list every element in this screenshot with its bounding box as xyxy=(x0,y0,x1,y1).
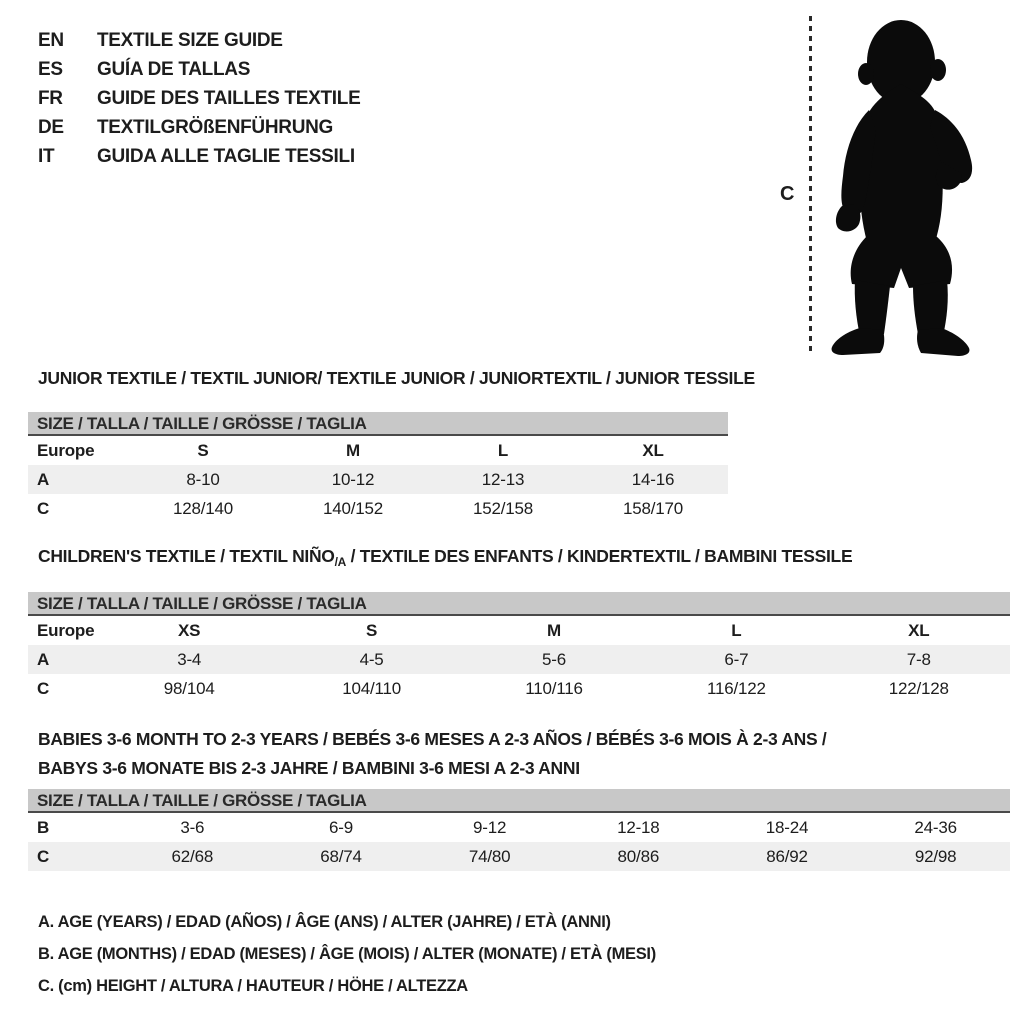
age-cell: 18-24 xyxy=(765,818,809,837)
row-label: C xyxy=(37,847,50,866)
junior-size-table xyxy=(28,412,728,523)
height-cell: 122/128 xyxy=(888,679,949,698)
size-cell: S xyxy=(366,621,378,640)
height-cell: 98/104 xyxy=(163,679,215,698)
legend-notes xyxy=(38,906,656,1002)
row-label: A xyxy=(37,650,50,669)
age-cell: 24-36 xyxy=(914,818,957,837)
guide-title-fr: GUIDE DES TAILLES TEXTILE xyxy=(97,88,361,109)
note-height-cm: C. (cm) HEIGHT / ALTURA / HAUTEUR / HÖHE / ALTEZZA xyxy=(38,977,468,995)
height-cell: 140/152 xyxy=(322,499,384,518)
row-label: Europe xyxy=(37,441,95,460)
guide-title-en: TEXTILE SIZE GUIDE xyxy=(97,30,283,51)
table-row-height xyxy=(28,494,728,523)
height-cell: 104/110 xyxy=(342,679,401,698)
language-code: FR xyxy=(38,88,63,109)
size-table-header: SIZE / TALLA / TAILLE / GRÖSSE / TAGLIA xyxy=(28,789,1010,813)
height-measure-dashed-line xyxy=(809,16,812,354)
table-row-height xyxy=(28,674,1010,703)
babies-title-line1: BABIES 3-6 MONTH TO 2-3 YEARS / BEBÉS 3-6 MESES A 2-3 AÑOS / BÉBÉS 3-6 MOIS À 2-3 ANS / xyxy=(38,729,827,749)
age-cell: 12-18 xyxy=(617,818,660,837)
age-cell: 3-4 xyxy=(177,650,202,669)
language-row-de xyxy=(38,113,360,142)
age-cell: 5-6 xyxy=(542,650,566,669)
language-code: IT xyxy=(38,146,55,167)
table-row-height xyxy=(28,842,1010,871)
baby-silhouette-icon xyxy=(822,10,998,360)
row-label: Europe xyxy=(37,621,95,640)
age-cell: 9-12 xyxy=(473,818,507,837)
height-cell: 158/170 xyxy=(622,499,684,518)
height-cell: 86/92 xyxy=(766,847,808,866)
note-age-months: B. AGE (MONTHS) / EDAD (MESES) / ÂGE (MOIS) / ALTER (MONATE) / ETÀ (MESI) xyxy=(38,945,656,963)
age-cell: 6-9 xyxy=(329,818,353,837)
height-cell: 74/80 xyxy=(468,847,511,866)
children-title-pre: CHILDREN'S TEXTILE / TEXTIL NIÑO xyxy=(38,546,335,566)
note-age-years: A. AGE (YEARS) / EDAD (AÑOS) / ÂGE (ANS) / ALTER (JAHRE) / ETÀ (ANNI) xyxy=(38,913,611,931)
guide-title-de: TEXTILGRÖßENFÜHRUNG xyxy=(97,117,334,138)
table-row-europe xyxy=(28,436,728,465)
children-section-title xyxy=(38,546,852,569)
age-cell: 12-13 xyxy=(481,470,525,489)
language-code: ES xyxy=(38,59,63,80)
children-size-table xyxy=(28,592,1010,703)
age-cell: 14-16 xyxy=(631,470,675,489)
table-row-age xyxy=(28,645,1010,674)
height-cell: 62/68 xyxy=(171,847,214,866)
language-guide-list xyxy=(38,26,360,171)
language-row-fr xyxy=(38,84,360,113)
table-row-age xyxy=(28,465,728,494)
guide-title-es: GUÍA DE TALLAS xyxy=(97,59,251,80)
language-code: EN xyxy=(38,30,64,51)
height-cell: 128/140 xyxy=(172,499,234,518)
size-table-header: SIZE / TALLA / TAILLE / GRÖSSE / TAGLIA xyxy=(28,412,728,436)
language-code: DE xyxy=(38,117,64,138)
age-cell: 10-12 xyxy=(331,470,375,489)
age-cell: 3-6 xyxy=(180,818,205,837)
height-cell: 110/116 xyxy=(525,679,583,698)
age-cell: 7-8 xyxy=(906,650,931,669)
age-cell: 4-5 xyxy=(359,650,384,669)
children-title-post: / TEXTILE DES ENFANTS / KINDERTEXTIL / BAMBINI TESSILE xyxy=(346,546,853,566)
row-label: C xyxy=(37,499,50,518)
size-cell: M xyxy=(346,441,360,460)
table-row-age-months xyxy=(28,813,1010,842)
junior-section-title: JUNIOR TEXTILE / TEXTIL JUNIOR/ TEXTILE JUNIOR / JUNIORTEXTIL / JUNIOR TESSILE xyxy=(38,368,755,388)
size-table-header: SIZE / TALLA / TAILLE / GRÖSSE / TAGLIA xyxy=(28,592,1010,616)
size-cell: XS xyxy=(178,621,201,640)
size-cell: L xyxy=(731,621,742,640)
size-cell: S xyxy=(197,441,209,460)
row-label: A xyxy=(37,470,50,489)
language-row-en xyxy=(38,26,360,55)
babies-section-title xyxy=(38,725,827,783)
guide-title-it: GUIDA ALLE TAGLIE TESSILI xyxy=(97,146,355,167)
age-cell: 8-10 xyxy=(186,470,220,489)
row-label: C xyxy=(37,679,50,698)
height-cell: 80/86 xyxy=(617,847,660,866)
language-row-es xyxy=(38,55,360,84)
size-cell: XL xyxy=(642,441,664,460)
height-cell: 116/122 xyxy=(706,679,766,698)
size-cell: L xyxy=(497,441,509,460)
size-cell: XL xyxy=(908,621,930,640)
row-label: B xyxy=(37,818,50,837)
height-cell: 92/98 xyxy=(914,847,957,866)
children-title-subscript: /A xyxy=(334,555,347,569)
size-cell: M xyxy=(547,621,561,640)
table-row-europe xyxy=(28,616,1010,645)
babies-title-line2: BABYS 3-6 MONATE BIS 2-3 JAHRE / BAMBINI 3-6 MESI A 2-3 ANNI xyxy=(38,758,580,778)
height-cell: 152/158 xyxy=(472,499,534,518)
height-cell: 68/74 xyxy=(320,847,362,866)
height-measure-label: C xyxy=(780,183,795,205)
age-cell: 6-7 xyxy=(724,650,749,669)
language-row-it xyxy=(38,142,360,171)
babies-size-table xyxy=(28,789,1010,871)
